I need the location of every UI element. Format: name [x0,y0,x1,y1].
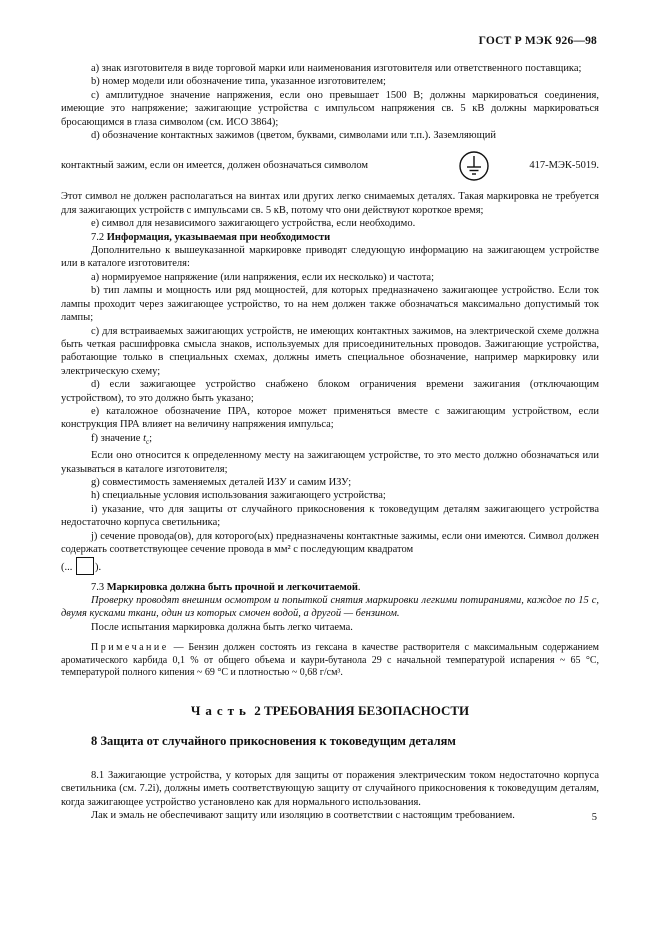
info-item-b: b) тип лампы и мощность или ряд мощностей, для которых предназначено зажигающее устройство. Если ток лампы проходит через зажигающее устройство, то на нем должен также обозначаться максимально допустимый ток лампы; [61,285,599,324]
info-item-f [61,432,599,450]
section-7-3-number: 7.3 [91,581,105,593]
section-7-3-after: После испытания маркировка должна быть легко читаема. [91,621,353,633]
info-item-j: j) сечение провода(ов), для которого(ых) предназначены контактные зажимы, если они имеются. Символ должен содержать соответствующее сечение провода в мм² с последующим квадратом [61,530,599,556]
info-item-j-open: (... [61,561,73,573]
info-item-f-subscript: c [146,437,150,446]
note [61,642,599,680]
part-title: 2 ТРЕБОВАНИЯ БЕЗОПАСНОСТИ [254,702,470,718]
page-number: 5 [591,812,597,823]
info-item-c: c) для встраиваемых зажигающих устройств, не имеющих контактных зажимов, на электрической схеме должна быть четкая расшифровка смысла знаков, используемых для присоединительных проводов. Зажигающие устройства, работающие только в специальных схемах, должны иметь специальное обозначение, например маркировку или электрическую схему; [61,325,599,377]
info-item-h: h) специальные условия использования зажигающего устройства; [91,490,386,502]
marking-item-b: b) номер модели или обозначение типа, указанное изготовителем; [91,76,386,88]
info-item-f-detail: Если оно относится к определенному месту на зажигающем устройстве, то это место должно обозначаться или указываться в каталоге изготовителя; [61,450,599,475]
ground-symbol-row [61,148,599,184]
section-7-2-heading [61,231,599,244]
section-8-1-note: Лак и эмаль не обеспечивают защиту или изоляцию в соответствии с настоящим требованием. [91,809,515,821]
section-7-3-end: . [357,581,361,593]
info-item-f-text: f) значение [91,432,141,444]
marking-item-d: d) обозначение контактных зажимов (цветом, буквами, символами или т.п.). Заземляющий [91,130,496,142]
section-7-3-title: Маркировка должна быть прочной и легкочитаемой [106,581,358,593]
section-7-3-check: Проверку проводят внешним осмотром и попыткой снятия маркировки легкими потираниями, каждое по 15 с, двумя кусками ткани, один из которых смочен водой, а другой — бензином. [61,594,599,620]
info-item-g: g) совместимость заменяемых деталей ИЗУ и самим ИЗУ; [91,477,352,489]
info-item-j-symbol [61,557,599,575]
info-item-e: e) каталожное обозначение ПРА, которое может применяться вместе с зажигающим устройством, если конструкция ПРА влияет на величину напряжения импульса; [61,405,599,431]
ground-symbol-note: Этот символ не должен располагаться на винтах или других легко снимаемых деталях. Такая маркировка не требуется для зажигающих устройств с импульсами св. 5 кВ, потому что они действуют короткое время; [61,191,599,216]
info-item-a: a) нормируемое напряжение (или напряжения, если их несколько) и частота; [91,271,434,283]
section-7-2-intro: Дополнительно к вышеуказанной маркировке приводят следующую информацию на зажигающем устройстве или в каталоге изготовителя: [61,245,599,270]
part-heading [61,704,599,717]
ground-symbol-text: контактный зажим, если он имеется, должен обозначаться символом [61,160,369,172]
info-item-d: d) если зажигающее устройство снабжено блоком ограничения времени зажигания (отключающим устройством), то это должно быть указано; [61,379,599,404]
note-text: — Бензин должен состоять из гексана в качестве растворителя с максимальным содержанием ароматического карбида 0,1 % от общего объема и каури-бутанола 29 с начальной температурой испарения ~ 65 °С, температурой полного кипения ~ 69 °С и плотностью ~ 0,68 г/см³. [61,642,599,679]
square-symbol-icon [76,557,94,575]
section-7-2-title: Информация, указываемая при необходимости [106,231,331,243]
ground-symbol-code: 417-МЭК-5019. [529,160,599,172]
note-label: Примечание [91,642,169,654]
info-item-j-close: ). [95,561,102,573]
section-8-heading: 8 Защита от случайного прикосновения к токоведущим деталям [91,734,456,749]
marking-item-a: a) знак изготовителя в виде торговой марки или наименования изготовителя или ответственного поставщика; [91,63,582,74]
marking-item-c: c) амплитудное значение напряжения, если оно превышает 1500 В; должны маркироваться соединения, имеющие это напряжение; зажигающие устройства с импульсом напряжения св. 5 кВ должны маркироваться бросающимся в глаза символом (см. ИСО 3864); [61,89,599,128]
info-item-f-end: ; [149,432,153,444]
earth-ground-icon [458,150,490,182]
section-7-3-heading [61,581,599,594]
document-header: ГОСТ Р МЭК 926—98 [478,35,597,47]
info-item-f-variable: t [143,432,147,444]
document-body [61,62,599,822]
section-8-1-text: 8.1 Зажигающие устройства, у которых для защиты от поражения электрическим током недостаточно корпуса светильника (см. 7.2i), должны иметь соответствующую защиту от случайного прикосновения к токоведущим деталям, когда зажигающее устройство установлено как для нормального использования. [61,769,599,808]
marking-item-e: e) символ для независимого зажигающего устройства, если необходимо. [91,218,416,230]
part-word: Часть [190,702,251,718]
section-7-2-number: 7.2 [91,231,105,243]
info-item-i: i) указание, что для защиты от случайного прикосновения к токоведущим деталям зажигающего устройства недостаточно корпуса светильника; [61,503,599,529]
